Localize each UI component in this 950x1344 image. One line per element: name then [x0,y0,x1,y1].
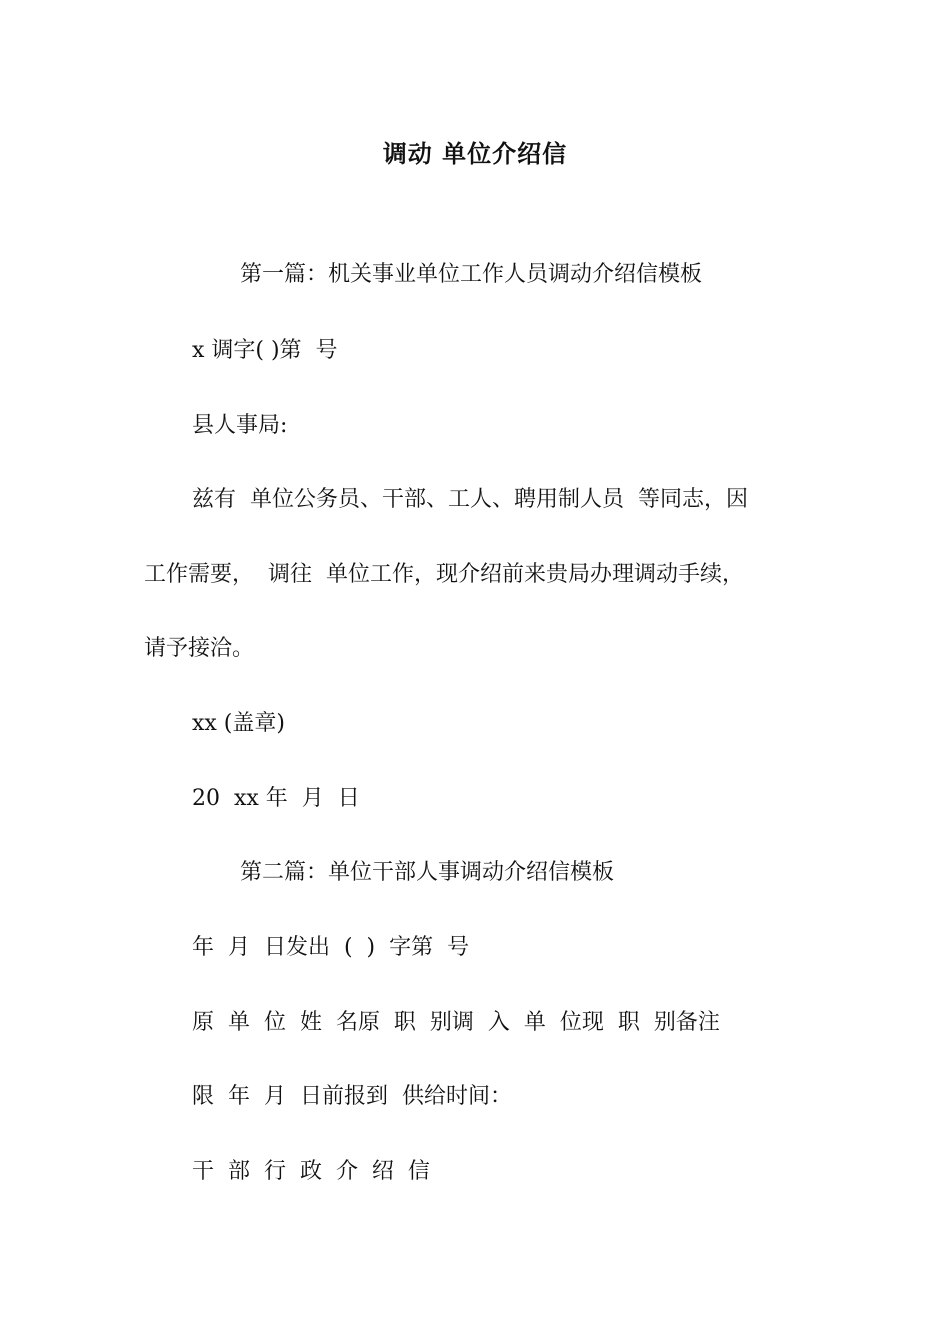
body-paragraph-line-3: 请予接洽。 [144,636,255,661]
date-line: 20 xx 年 月 日 [192,786,360,811]
seal-line: xx (盖章) [192,711,285,736]
reference-number-line: x 调字( )第 号 [192,338,338,363]
letter-type-line: 干 部 行 政 介 绍 信 [192,1159,430,1184]
section-heading-2: 第二篇：单位干部人事调动介绍信模板 [240,860,615,885]
issue-date-line: 年 月 日发出 ( ) 字第 号 [192,935,470,960]
body-paragraph-line-1: 兹有 单位公务员、干部、工人、聘用制人员 等同志，因 [192,487,748,512]
section-heading-1: 第一篇：机关事业单位工作人员调动介绍信模板 [240,262,703,287]
document-title: 调动 单位介绍信 [382,140,568,168]
report-deadline-line: 限 年 月 日前报到 供给时间： [192,1084,512,1109]
body-paragraph-line-2: 工作需要， 调往 单位工作，现介绍前来贵局办理调动手续， [144,562,744,587]
table-header-line: 原 单 位 姓 名原 职 别调 入 单 位现 职 别备注 [192,1010,720,1035]
recipient-line: 县人事局: [192,413,288,438]
